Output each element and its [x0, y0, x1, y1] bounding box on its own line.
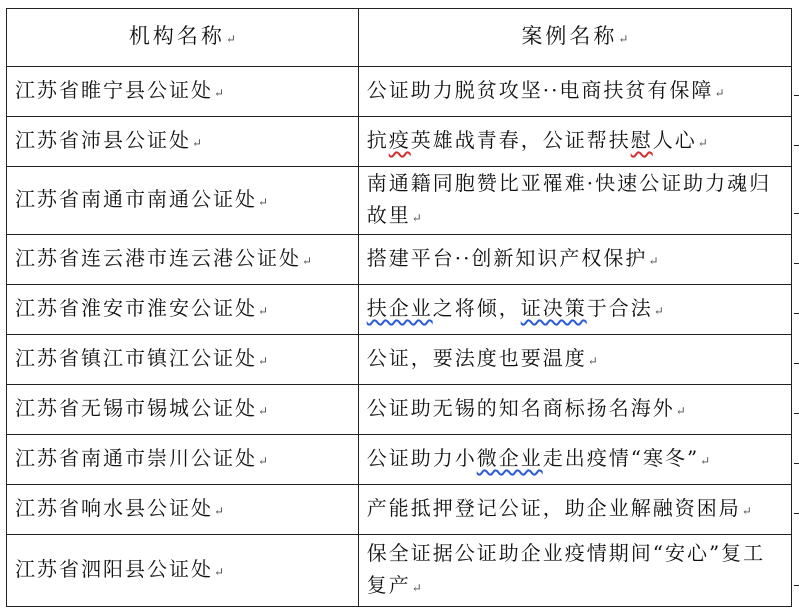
org-name: 江苏省南通市南通公证处: [15, 187, 257, 211]
case-name-part: 人心: [652, 128, 697, 152]
paragraph-mark-icon: ↵: [648, 254, 659, 268]
org-name: 江苏省连云港市连云港公证处: [15, 246, 301, 270]
case-cell: [358, 485, 791, 535]
paragraph-mark-icon: ↵: [697, 136, 708, 150]
case-name-part: 英雄战青春，公证帮扶: [410, 128, 631, 152]
case-name: 公证助力脱贫攻坚··电商扶贫有保障: [366, 78, 714, 102]
paragraph-mark-icon: ↵: [587, 354, 598, 368]
org-name: 江苏省泗阳县公证处: [15, 557, 213, 581]
paragraph-mark-icon: ↵: [714, 86, 725, 100]
org-name: 江苏省沛县公证处: [15, 128, 191, 152]
case-name-part: 抗: [366, 128, 389, 152]
case-name: 南通籍同胞赞比亚罹难·快速公证助力魂归故里: [366, 171, 772, 227]
row-end-marker: [794, 313, 799, 314]
case-cell: [358, 67, 791, 117]
org-cell: [7, 117, 359, 167]
org-cell: [7, 385, 359, 435]
row-end-marker: [794, 413, 799, 414]
case-name-part-flagged: 慰: [630, 128, 653, 152]
paragraph-mark-icon: ↵: [411, 581, 422, 595]
paragraph-mark-icon: ↵: [214, 504, 225, 518]
org-cell: [7, 535, 359, 607]
case-cell: [358, 117, 791, 167]
table-row: [7, 235, 792, 285]
org-cell: [7, 285, 359, 335]
paragraph-mark-icon: ↵: [700, 454, 711, 468]
org-cell: [7, 235, 359, 285]
case-name: 搭建平台··创新知识产权保护: [366, 246, 648, 270]
paragraph-mark-icon: ↵: [258, 404, 269, 418]
header-row: [7, 9, 792, 67]
row-end-marker: [794, 263, 799, 264]
case-cell: [358, 435, 791, 485]
header-org-cell: [7, 9, 359, 67]
org-cell: [7, 435, 359, 485]
case-name: 公证，要法度也要温度: [366, 346, 587, 370]
case-name-part-flagged: 微企业: [476, 446, 543, 470]
org-name: 江苏省镇江市镇江公证处: [15, 346, 257, 370]
case-cell: [358, 285, 791, 335]
org-cell: [7, 167, 359, 235]
case-name: 公证助无锡的知名商标扬名海外: [366, 396, 675, 420]
case-cell: [358, 385, 791, 435]
case-name-part-flagged: 疫: [388, 128, 411, 152]
org-cell: [7, 67, 359, 117]
paragraph-mark-icon: ↵: [258, 354, 269, 368]
paragraph-mark-icon: ↵: [258, 454, 269, 468]
case-name-part-flagged: 扶企业: [366, 296, 433, 320]
row-end-marker: [794, 363, 799, 364]
org-cell: [7, 335, 359, 385]
org-name: 江苏省无锡市锡城公证处: [15, 396, 257, 420]
row-end-marker: [794, 513, 799, 514]
paragraph-mark-icon: ↵: [675, 404, 686, 418]
paragraph-mark-icon: ↵: [618, 32, 629, 46]
paragraph-mark-icon: ↵: [302, 254, 313, 268]
paragraph-mark-icon: ↵: [225, 32, 236, 46]
case-cell: [358, 535, 791, 607]
org-name: 江苏省淮安市淮安公证处: [15, 296, 257, 320]
header-case-label: 案例名称: [521, 24, 618, 48]
header-org-label: 机构名称: [128, 24, 225, 48]
paragraph-mark-icon: ↵: [411, 211, 422, 225]
table-row: [7, 285, 792, 335]
case-name: 产能抵押登记公证，助企业解融资困局: [366, 496, 741, 520]
row-end-marker: [794, 145, 799, 146]
paragraph-mark-icon: ↵: [214, 565, 225, 579]
paragraph-mark-icon: ↵: [192, 136, 203, 150]
paragraph-mark-icon: ↵: [258, 304, 269, 318]
case-name-part: 于合法: [586, 296, 653, 320]
table-row: [7, 117, 792, 167]
case-cell: [358, 235, 791, 285]
table-row: [7, 535, 792, 607]
case-cell: [358, 335, 791, 385]
paragraph-mark-icon: ↵: [214, 86, 225, 100]
table-row: [7, 485, 792, 535]
case-name-part: 公证助力小: [366, 446, 477, 470]
case-name-part: 之将倾，: [432, 296, 521, 320]
table-row: [7, 167, 792, 235]
table-row: [7, 385, 792, 435]
org-name: 江苏省睢宁县公证处: [15, 78, 213, 102]
table-row: [7, 435, 792, 485]
case-cell: [358, 167, 791, 235]
paragraph-mark-icon: ↵: [741, 504, 752, 518]
row-end-marker: [794, 95, 799, 96]
row-end-marker: [794, 213, 799, 214]
paragraph-mark-icon: ↵: [258, 195, 269, 209]
case-name: 保全证据公证助企业疫情期间“安心”复工复产: [366, 541, 766, 597]
org-cell: [7, 485, 359, 535]
org-name: 江苏省响水县公证处: [15, 496, 213, 520]
paragraph-mark-icon: ↵: [653, 304, 664, 318]
row-end-marker: [794, 463, 799, 464]
table-row: [7, 335, 792, 385]
table-row: [7, 67, 792, 117]
case-name-part-flagged: 证决策: [520, 296, 587, 320]
org-name: 江苏省南通市崇川公证处: [15, 446, 257, 470]
case-name-part: 走出疫情“寒冬”: [542, 446, 700, 470]
header-case-cell: [358, 9, 791, 67]
case-table: [6, 8, 792, 607]
row-end-marker: [794, 585, 799, 586]
